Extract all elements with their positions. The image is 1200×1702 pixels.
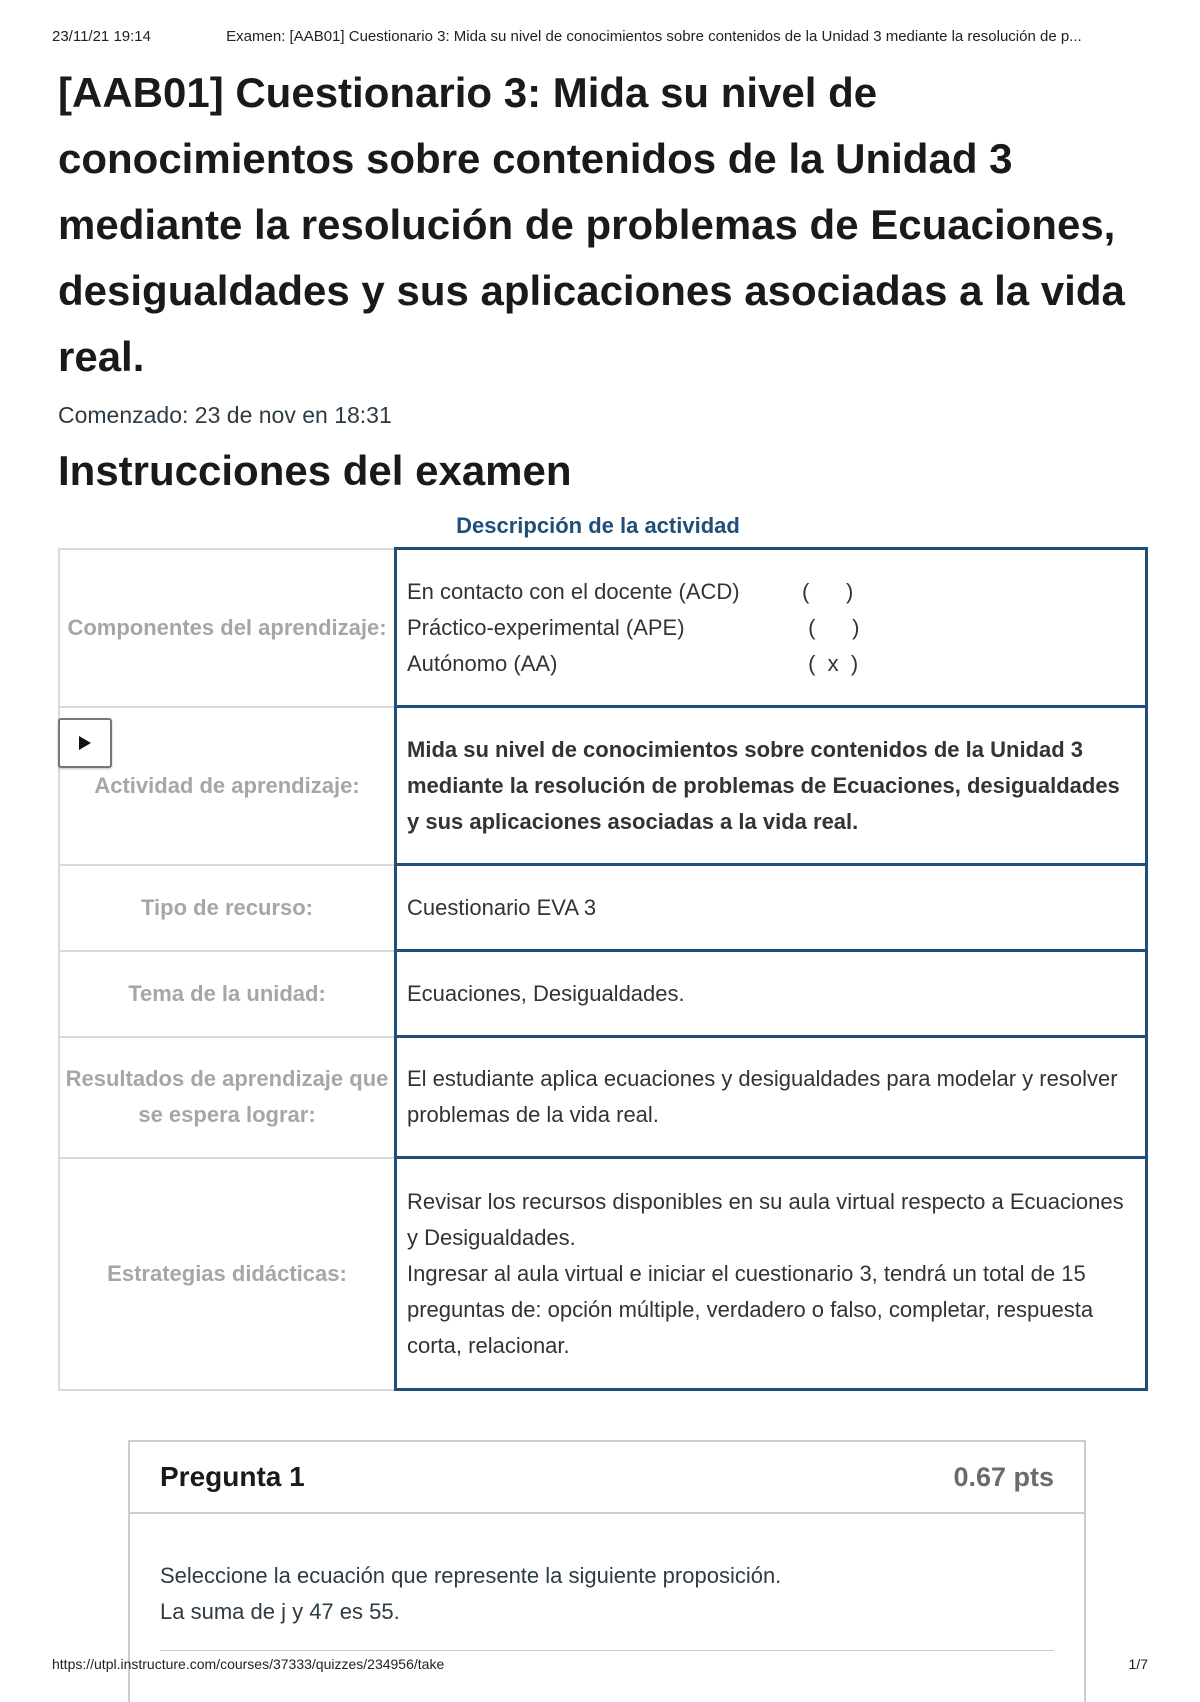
print-footer: [52, 1656, 1148, 1672]
topic-value: Ecuaciones, Desigualdades.: [396, 951, 1147, 1037]
components-value: [396, 549, 1147, 707]
table-caption-text: Descripción de la actividad: [456, 513, 740, 538]
components-label: Componentes del aprendizaje:: [59, 549, 396, 707]
component-item: [407, 646, 1135, 682]
quiz-content: [58, 60, 1148, 1391]
resource-label: Tipo de recurso:: [59, 865, 396, 951]
question-proposition: La suma de j y 47 es 55.: [160, 1599, 400, 1624]
table-caption: [58, 513, 1148, 539]
print-header: [52, 28, 1148, 45]
started-timestamp: Comenzado: 23 de nov en 18:31: [58, 402, 392, 428]
question-body: [130, 1514, 1084, 1630]
print-date: 23/11/21 19:14: [52, 28, 151, 45]
strategy-line: Ingresar al aula virtual e iniciar el cuestionario 3, tendrá un total de 15 preguntas de: opción múltiple, verdadero o falso, completar, respuesta corta, relacionar.: [407, 1260, 1094, 1358]
component-item: [407, 574, 1135, 610]
table-row-resource: [59, 865, 1147, 951]
component-item: [407, 610, 1135, 646]
media-play-button[interactable]: [58, 718, 112, 768]
play-icon: [78, 735, 92, 751]
activity-label-cell: [59, 707, 396, 865]
topic-label: Tema de la unidad:: [59, 951, 396, 1037]
component-mark: ( ): [802, 614, 860, 640]
resource-value: Cuestionario EVA 3: [396, 865, 1147, 951]
table-row-topic: [59, 951, 1147, 1037]
strategies-label: Estrategias didácticas:: [59, 1158, 396, 1390]
print-document-title: Examen: [AAB01] Cuestionario 3: Mida su nivel de conocimientos sobre contenidos de la Unidad 3 mediante la resolución de p...: [226, 28, 1082, 45]
component-mark: ( x ): [802, 650, 859, 676]
instructions-heading: Instrucciones del examen: [58, 447, 572, 494]
activity-label: Actividad de aprendizaje:: [94, 772, 360, 798]
quiz-title: [AAB01] Cuestionario 3: Mida su nivel de conocimientos sobre contenidos de la Unidad 3 mediante la resolución de problemas de Ecuaciones, desigualdades y sus aplicaciones asociadas a la vida real.: [58, 69, 1125, 380]
question-text: Seleccione la ecuación que represente la siguiente proposición.: [160, 1563, 782, 1588]
results-value: El estudiante aplica ecuaciones y desigualdades para modelar y resolver problemas de la vida real.: [396, 1037, 1147, 1158]
print-url: https://utpl.instructure.com/courses/37333/quizzes/234956/take: [52, 1656, 445, 1672]
table-row-activity: [59, 707, 1147, 865]
table-row-components: [59, 549, 1147, 707]
activity-value: Mida su nivel de conocimientos sobre contenidos de la Unidad 3 mediante la resolución de problemas de Ecuaciones, desigualdades y sus aplicaciones asociadas a la vida real.: [396, 707, 1147, 865]
question-divider: [160, 1650, 1054, 1651]
question-title: Pregunta 1: [160, 1461, 305, 1492]
table-row-results: [59, 1037, 1147, 1158]
results-label: Resultados de aprendizaje que se espera lograr:: [59, 1037, 396, 1158]
component-name: En contacto con el docente (ACD): [407, 578, 740, 604]
strategies-value: [396, 1158, 1147, 1390]
activity-description-table: [58, 547, 1148, 1391]
print-page-number: 1/7: [1128, 1656, 1148, 1672]
question-points: 0.67 pts: [953, 1461, 1054, 1492]
component-name: Práctico-experimental (APE): [407, 614, 685, 640]
component-name: Autónomo (AA): [407, 650, 558, 676]
table-row-strategies: [59, 1158, 1147, 1390]
component-mark: ( ): [802, 578, 854, 604]
question-header: [130, 1442, 1084, 1514]
strategy-line: Revisar los recursos disponibles en su aula virtual respecto a Ecuaciones y Desigualdades.: [407, 1188, 1124, 1250]
